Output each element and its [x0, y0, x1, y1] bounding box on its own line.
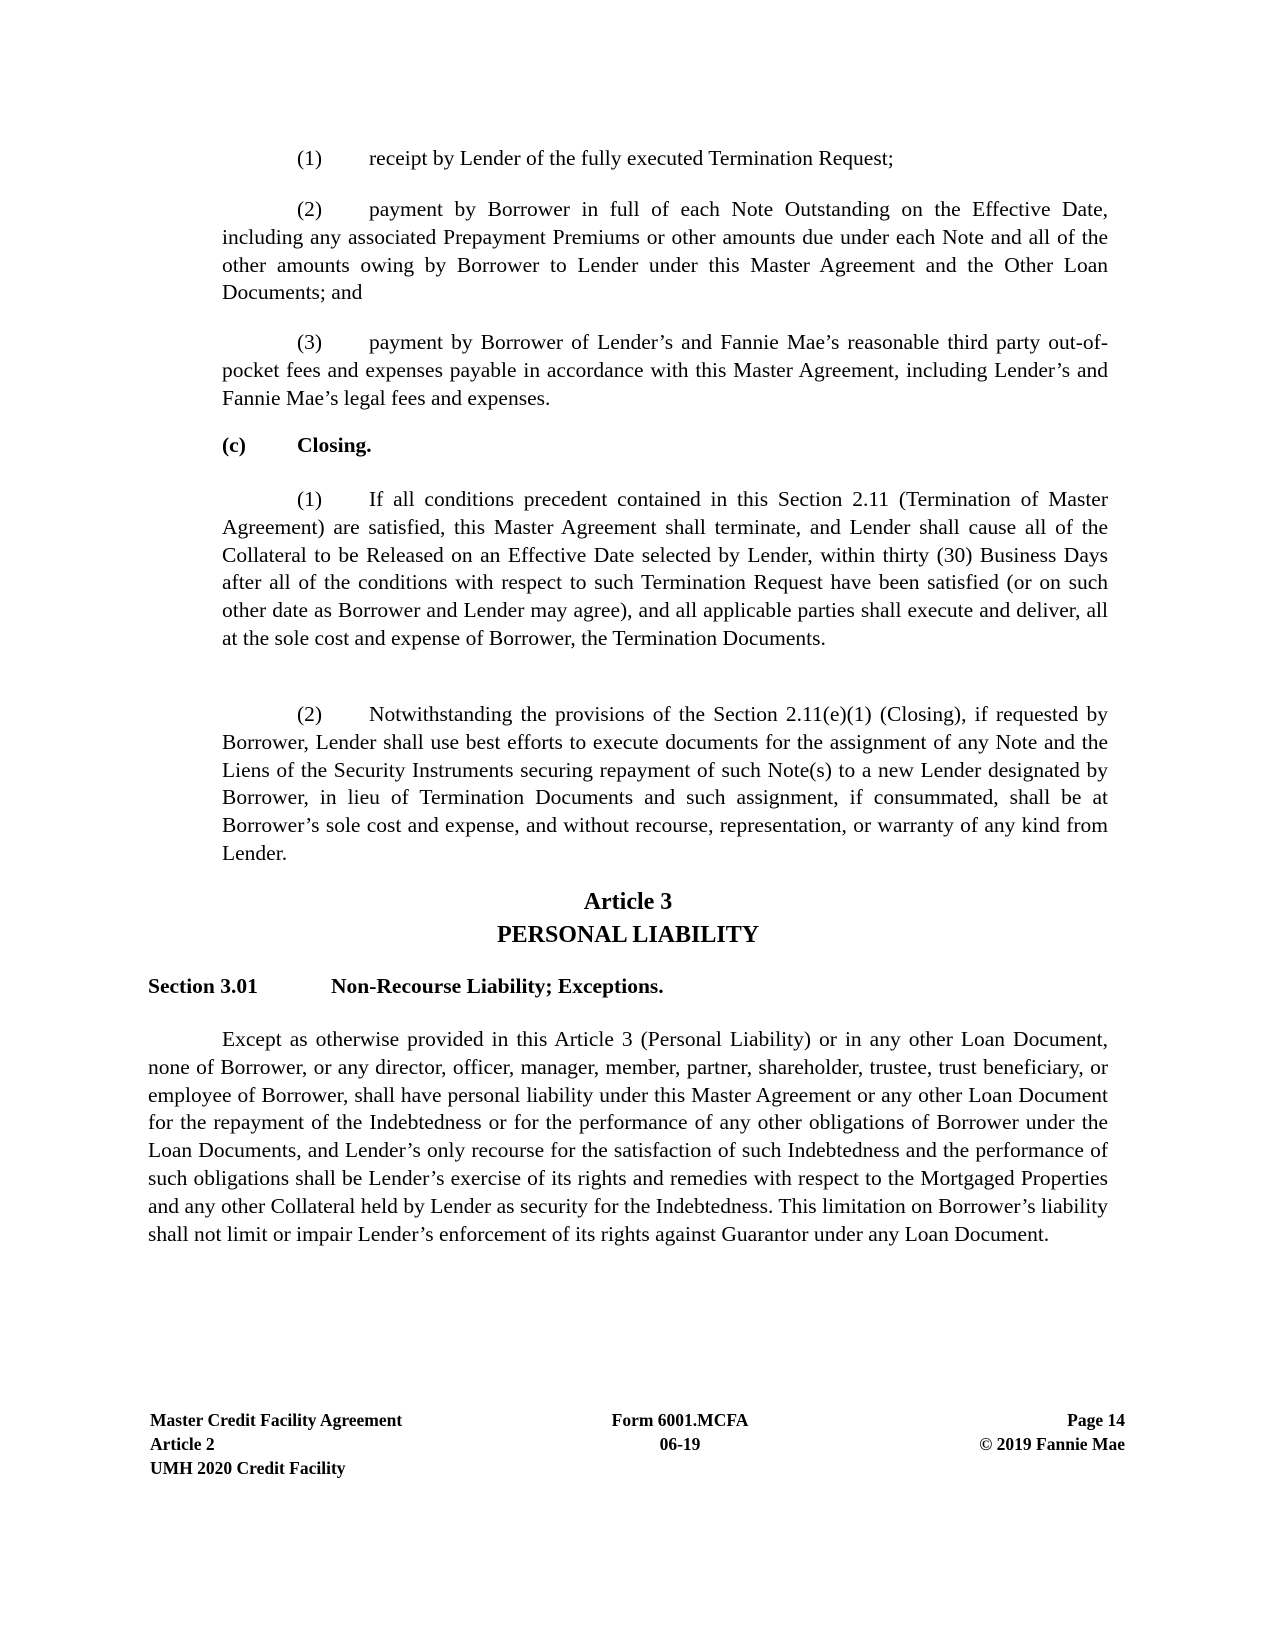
footer-right	[979, 1408, 1125, 1456]
closing-item-1	[222, 486, 1108, 653]
section-heading	[148, 974, 664, 999]
footer-facility: UMH 2020 Credit Facility	[150, 1458, 346, 1478]
section-body: Except as otherwise provided in this Article 3 (Personal Liability) or in any other Loan Document, none of Borrower, or any director, officer, manager, member, partner, shareholder, trustee, trust beneficiary, or employee of Borrower, shall have personal liability under this Master Agreement or any other Loan Document for the repayment of the Indebtedness or for the performance of any other obligations of Borrower under the Loan Documents, and Lender’s only recourse for the satisfaction of such Indebtedness and the performance of such obligations shall be Lender’s exercise of its rights and remedies with respect to the Mortgaged Properties and any other Collateral held by Lender as security for the Indebtedness. This limitation on Borrower’s liability shall not limit or impair Lender’s enforcement of its rights against Guarantor under any Loan Document.	[148, 1027, 1108, 1246]
item-number: (2)	[297, 702, 323, 726]
closing-label: (c)	[222, 433, 246, 457]
item-text: If all conditions precedent contained in this Section 2.11 (Termination of Master Agreement) are satisfied, this Master Agreement shall terminate, and Lender shall cause all of the Collateral to be Released on an Effective Date selected by Lender, within thirty (30) Business Days after all of the conditions with respect to such Termination Request have been satisfied (or on such other date as Borrower and Lender may agree), and all applicable parties shall execute and deliver, all at the sole cost and expense of Borrower, the Termination Documents.	[222, 487, 1108, 650]
item-number: (1)	[297, 487, 323, 511]
item-text: payment by Borrower of Lender’s and Fannie Mae’s reasonable third party out-of-pocket fees and expenses payable in accordance with this Master Agreement, including Lender’s and Fannie Mae’s legal fees and expenses.	[222, 330, 1108, 410]
footer-left	[150, 1408, 402, 1480]
footer-form: Form 6001.MCFA	[611, 1410, 749, 1430]
footer-doc-title: Master Credit Facility Agreement	[150, 1410, 403, 1430]
copyright: © 2019 Fannie Mae	[979, 1434, 1125, 1454]
closing-title: Closing.	[297, 433, 372, 457]
item-number: (3)	[297, 330, 323, 354]
item-text: Notwithstanding the provisions of the Section 2.11(e)(1) (Closing), if requested by Borrower, Lender shall use best efforts to execute documents for the assignment of any Note and the Liens of the Security Instruments securing repayment of such Note(s) to a new Lender designated by Borrower, in lieu of Termination Documents and such assignment, if consummated, shall be at Borrower’s sole cost and expense, and without recourse, representation, or warranty of any kind from Lender.	[222, 702, 1108, 865]
article-heading	[148, 886, 1108, 952]
section-title: Non-Recourse Liability; Exceptions.	[331, 974, 664, 998]
article-title: PERSONAL LIABILITY	[496, 922, 760, 948]
page-number: Page 14	[1067, 1410, 1125, 1430]
closing-heading	[222, 433, 372, 458]
condition-item-3	[222, 329, 1108, 412]
item-number: (1)	[297, 146, 323, 170]
item-text: receipt by Lender of the fully executed Termination Request;	[369, 146, 894, 170]
condition-item-1	[222, 145, 1108, 173]
closing-item-2	[222, 701, 1108, 868]
footer-article: Article 2	[150, 1434, 215, 1454]
item-number: (2)	[297, 197, 323, 221]
item-text: payment by Borrower in full of each Note Outstanding on the Effective Date, including any associated Prepayment Premiums or other amounts due under each Note and all of the other amounts owing by Borrower to Lender under this Master Agreement and the Other Loan Documents; and	[222, 197, 1108, 305]
footer-center	[580, 1408, 780, 1456]
section-label: Section 3.01	[148, 974, 258, 998]
article-number: Article 3	[583, 889, 673, 915]
condition-item-2	[222, 196, 1108, 307]
footer-form-date: 06-19	[659, 1434, 701, 1454]
